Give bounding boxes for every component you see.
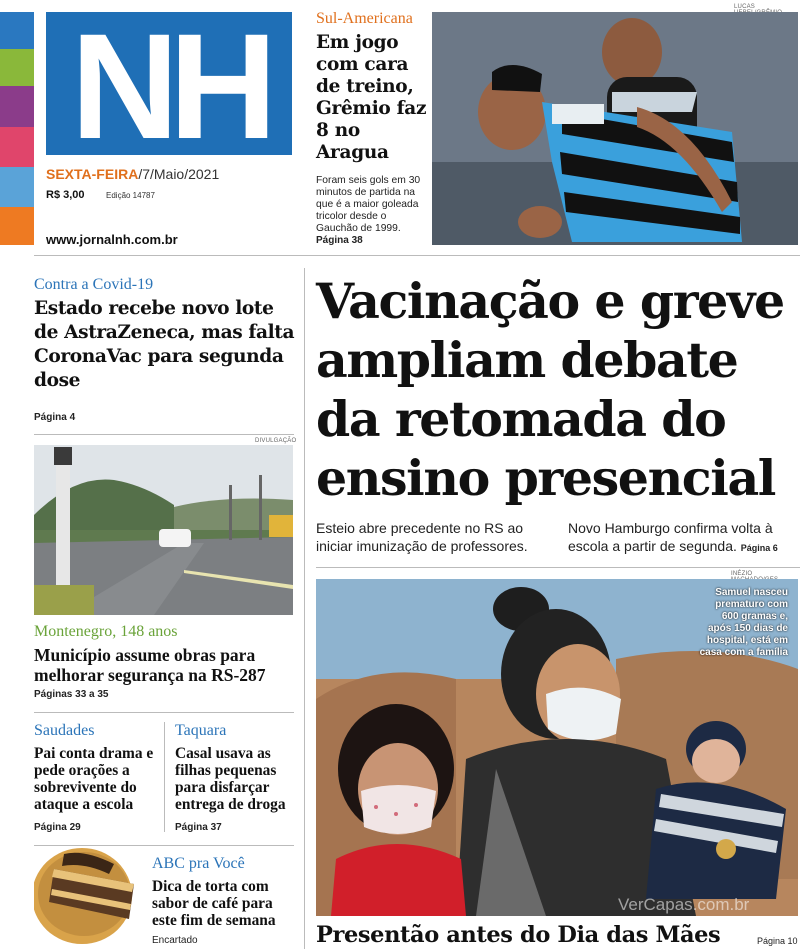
price: R$ 3,00 [46, 189, 85, 201]
road-illustration [34, 445, 293, 615]
mothers-page: Página 10 [757, 936, 798, 946]
top-story-headline[interactable]: Em jogo com cara de treino, Grêmio faz 8 no Aragua [316, 32, 427, 163]
covid-divider [34, 434, 294, 435]
column-divider-small [164, 722, 165, 832]
color-strip-pink [0, 127, 34, 167]
newspaper-logo: NH [46, 12, 292, 155]
masthead-date [46, 166, 219, 182]
mothers-photo-credit: INÉZIO [731, 571, 753, 577]
cake-illustration [34, 844, 144, 944]
covid-page: Página 4 [34, 412, 76, 423]
abc-kicker: ABC pra Você [152, 855, 245, 872]
weekday: SEXTA-FEIRA [46, 166, 139, 182]
main-sub-right-text: Novo Hamburgo confirma volta à escola a partir de segunda. [568, 520, 773, 554]
watermark: VerCapas.com.br [618, 895, 750, 914]
football-players-illustration [432, 12, 798, 245]
main-column-divider [304, 268, 305, 949]
color-strip-purple [0, 86, 34, 127]
top-story-kicker: Sul-Americana [316, 10, 413, 27]
football-photo [432, 12, 798, 245]
road-photo [34, 445, 293, 615]
saudades-kicker: Saudades [34, 722, 95, 739]
road-headline[interactable]: Município assume obras para melhorar segurança na RS-287 [34, 645, 266, 685]
mothers-headline[interactable]: Presentão antes do Dia das Mães [316, 922, 721, 948]
main-headline[interactable]: Vacinação e greve ampliam debate da retomada do ensino presencial [316, 272, 784, 507]
mothers-caption: Samuel nasceu prematuro com 600 gramas e, após 150 dias de hospital, está em casa com a família [699, 587, 788, 658]
top-story-page: Página 38 [316, 235, 363, 246]
road-page: Páginas 33 a 35 [34, 689, 109, 700]
covid-headline[interactable]: Estado recebe novo lote de AstraZeneca, mas falta CoronaVac para segunda dose [34, 298, 295, 391]
abc-headline[interactable]: Dica de torta com sabor de café para este fim de semana [152, 878, 276, 929]
saudades-headline[interactable]: Pai conta drama e pede orações a sobrevivente do ataque a escola [34, 745, 154, 813]
color-strip-blue [0, 12, 34, 49]
abc-page: Encartado [152, 935, 198, 946]
masthead-divider [34, 255, 800, 256]
taquara-kicker: Taquara [175, 722, 227, 739]
main-divider [316, 567, 800, 568]
road-photo-credit: DIVULGAÇÃO [255, 438, 297, 444]
main-sub-left: Esteio abre precedente no RS ao iniciar imunização de professores. [316, 520, 528, 554]
date: /7/Maio/2021 [138, 166, 220, 182]
saudades-page: Página 29 [34, 822, 81, 833]
covid-kicker: Contra a Covid-19 [34, 276, 154, 293]
color-strip-orange [0, 207, 34, 245]
color-strip-green [0, 49, 34, 86]
main-sub-right [568, 519, 800, 557]
cake-photo [34, 844, 144, 944]
road-kicker: Montenegro, 148 anos [34, 623, 178, 640]
top-story-photo-credit: LUCAS [734, 4, 756, 10]
website: www.jornalnh.com.br [46, 232, 178, 247]
taquara-headline[interactable]: Casal usava as filhas pequenas para disfarçar entrega de droga [175, 745, 286, 813]
top-story-summary: Foram seis gols em 30 minutos de partida na que é a maior goleada tricolor desde o Gauchão de 1999. [316, 175, 421, 234]
edition: Edição 14787 [106, 191, 155, 200]
main-sub-page: Página 6 [740, 543, 778, 553]
road-divider [34, 712, 294, 713]
color-strip-lightblue [0, 167, 34, 207]
taquara-page: Página 37 [175, 822, 222, 833]
